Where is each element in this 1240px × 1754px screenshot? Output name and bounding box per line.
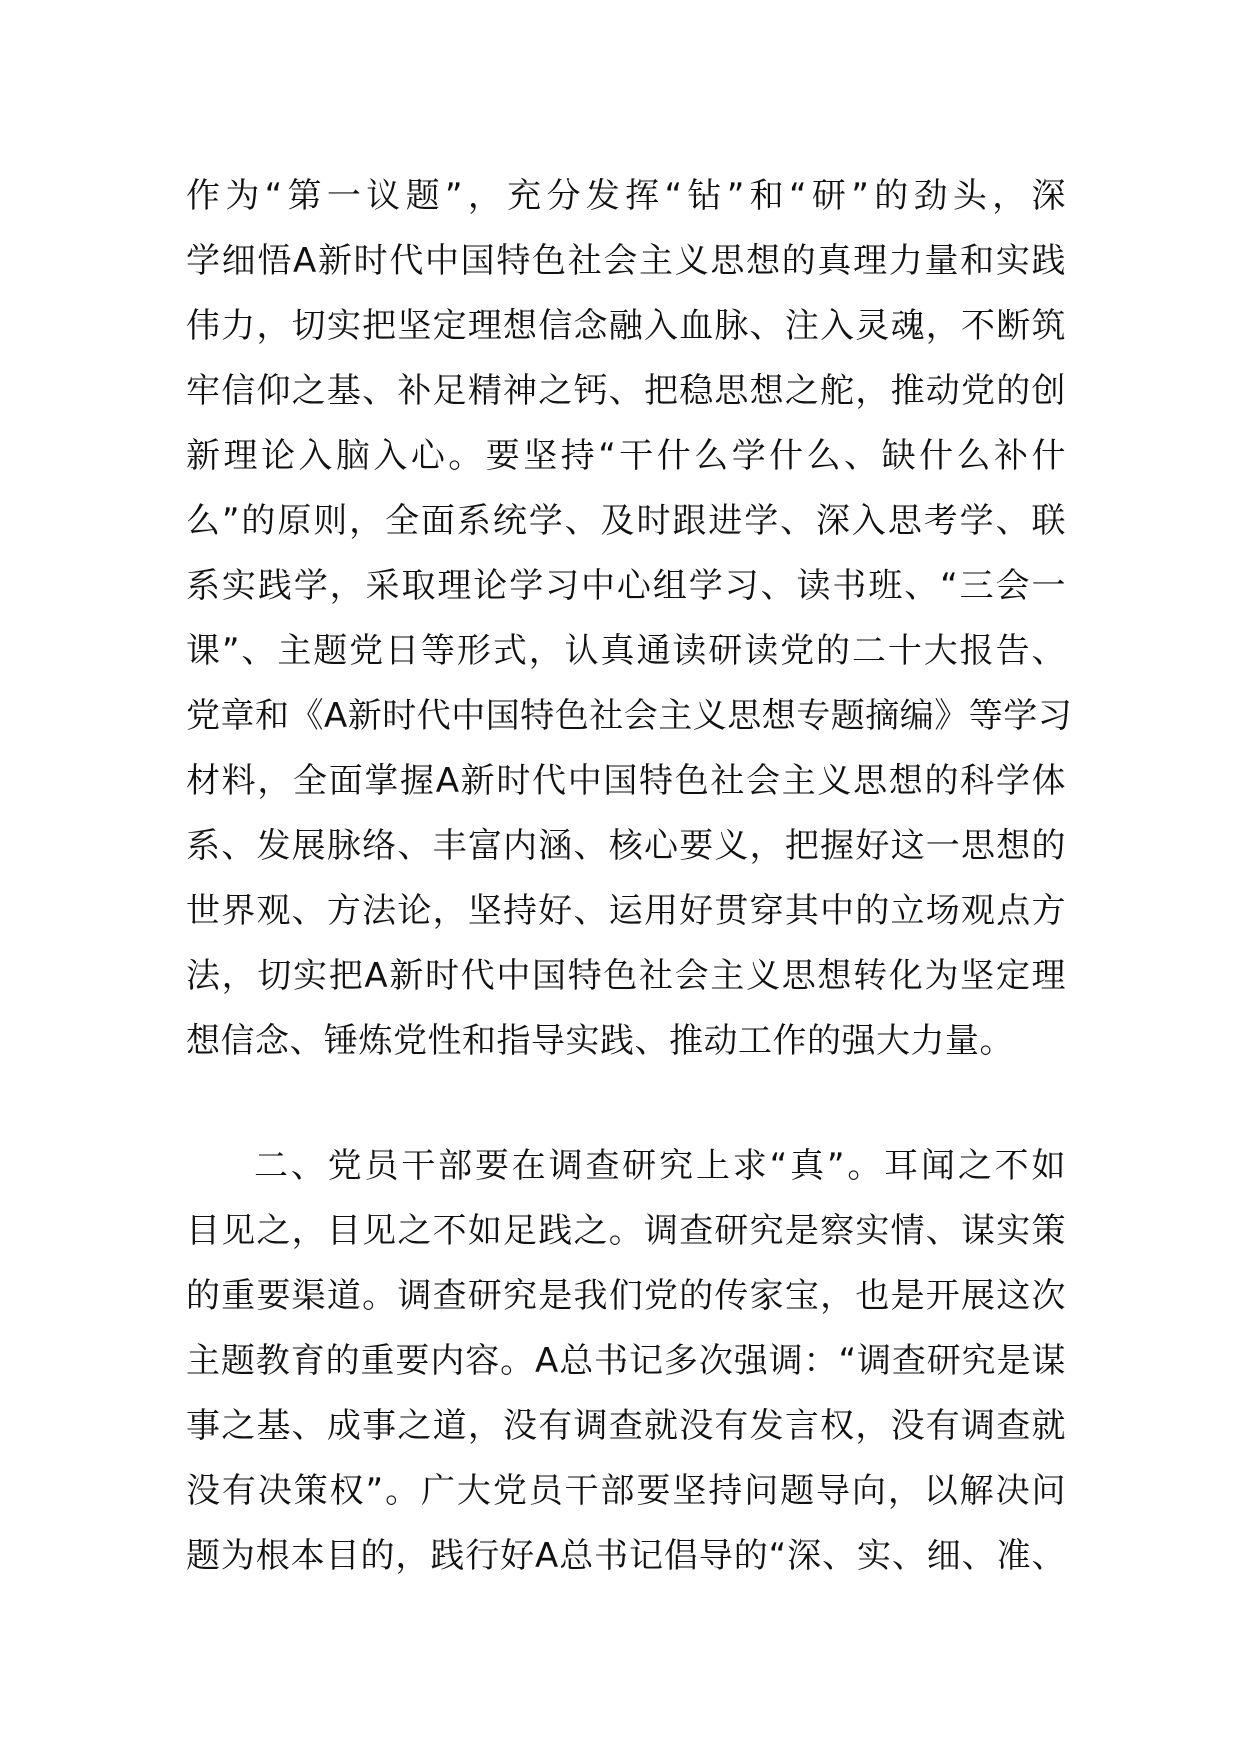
text-line: 牢信仰之基、补足精神之钙、把稳思想之舵，推动党的创 (186, 371, 1066, 411)
text-line: 课”、主题党日等形式，认真通读研读党的二十大报告、 (186, 631, 1066, 671)
text-line: 系、发展脉络、丰富内涵、核心要义，把握好这一思想的 (186, 826, 1066, 866)
text-line: 题为根本目的，践行好A总书记倡导的“深、实、细、准、 (186, 1536, 1066, 1576)
text-line: 的重要渠道。调查研究是我们党的传家宝，也是开展这次 (186, 1276, 1066, 1316)
text-line: 想信念、锤炼党性和指导实践、推动工作的强大力量。 (186, 1021, 1014, 1061)
section-heading-line: 二、党员干部要在调查研究上求“真”。耳闻之不如 (254, 1146, 1066, 1186)
text-line: 世界观、方法论，坚持好、运用好贯穿其中的立场观点方 (186, 891, 1066, 931)
text-line: 主题教育的重要内容。A总书记多次强调：“调查研究是谋 (186, 1341, 1066, 1381)
text-line: 新理论入脑入心。要坚持“干什么学什么、缺什么补什 (186, 436, 1066, 476)
text-line: 没有决策权”。广大党员干部要坚持问题导向，以解决问 (186, 1471, 1066, 1511)
text-line: 么”的原则，全面系统学、及时跟进学、深入思考学、联 (186, 501, 1066, 541)
text-line: 目见之，目见之不如足践之。调查研究是察实情、谋实策 (186, 1211, 1066, 1251)
text-line: 学细悟A新时代中国特色社会主义思想的真理力量和实践 (186, 241, 1066, 281)
text-line: 法，切实把A新时代中国特色社会主义思想转化为坚定理 (186, 956, 1066, 996)
paragraph-section-two (186, 1134, 1066, 1589)
paragraph-first-议题 (186, 164, 1073, 1074)
text-line: 作为“第一议题”，充分发挥“钻”和“研”的劲头，深 (186, 176, 1066, 216)
text-line: 伟力，切实把坚定理想信念融入血脉、注入灵魂，不断筑 (186, 306, 1066, 346)
text-line: 事之基、成事之道，没有调查就没有发言权，没有调查就 (186, 1406, 1066, 1446)
text-line: 党章和《A新时代中国特色社会主义思想专题摘编》等学习 (186, 696, 1073, 736)
text-line: 系实践学，采取理论学习中心组学习、读书班、“三会一 (186, 566, 1066, 606)
text-line: 材料，全面掌握A新时代中国特色社会主义思想的科学体 (186, 761, 1066, 801)
